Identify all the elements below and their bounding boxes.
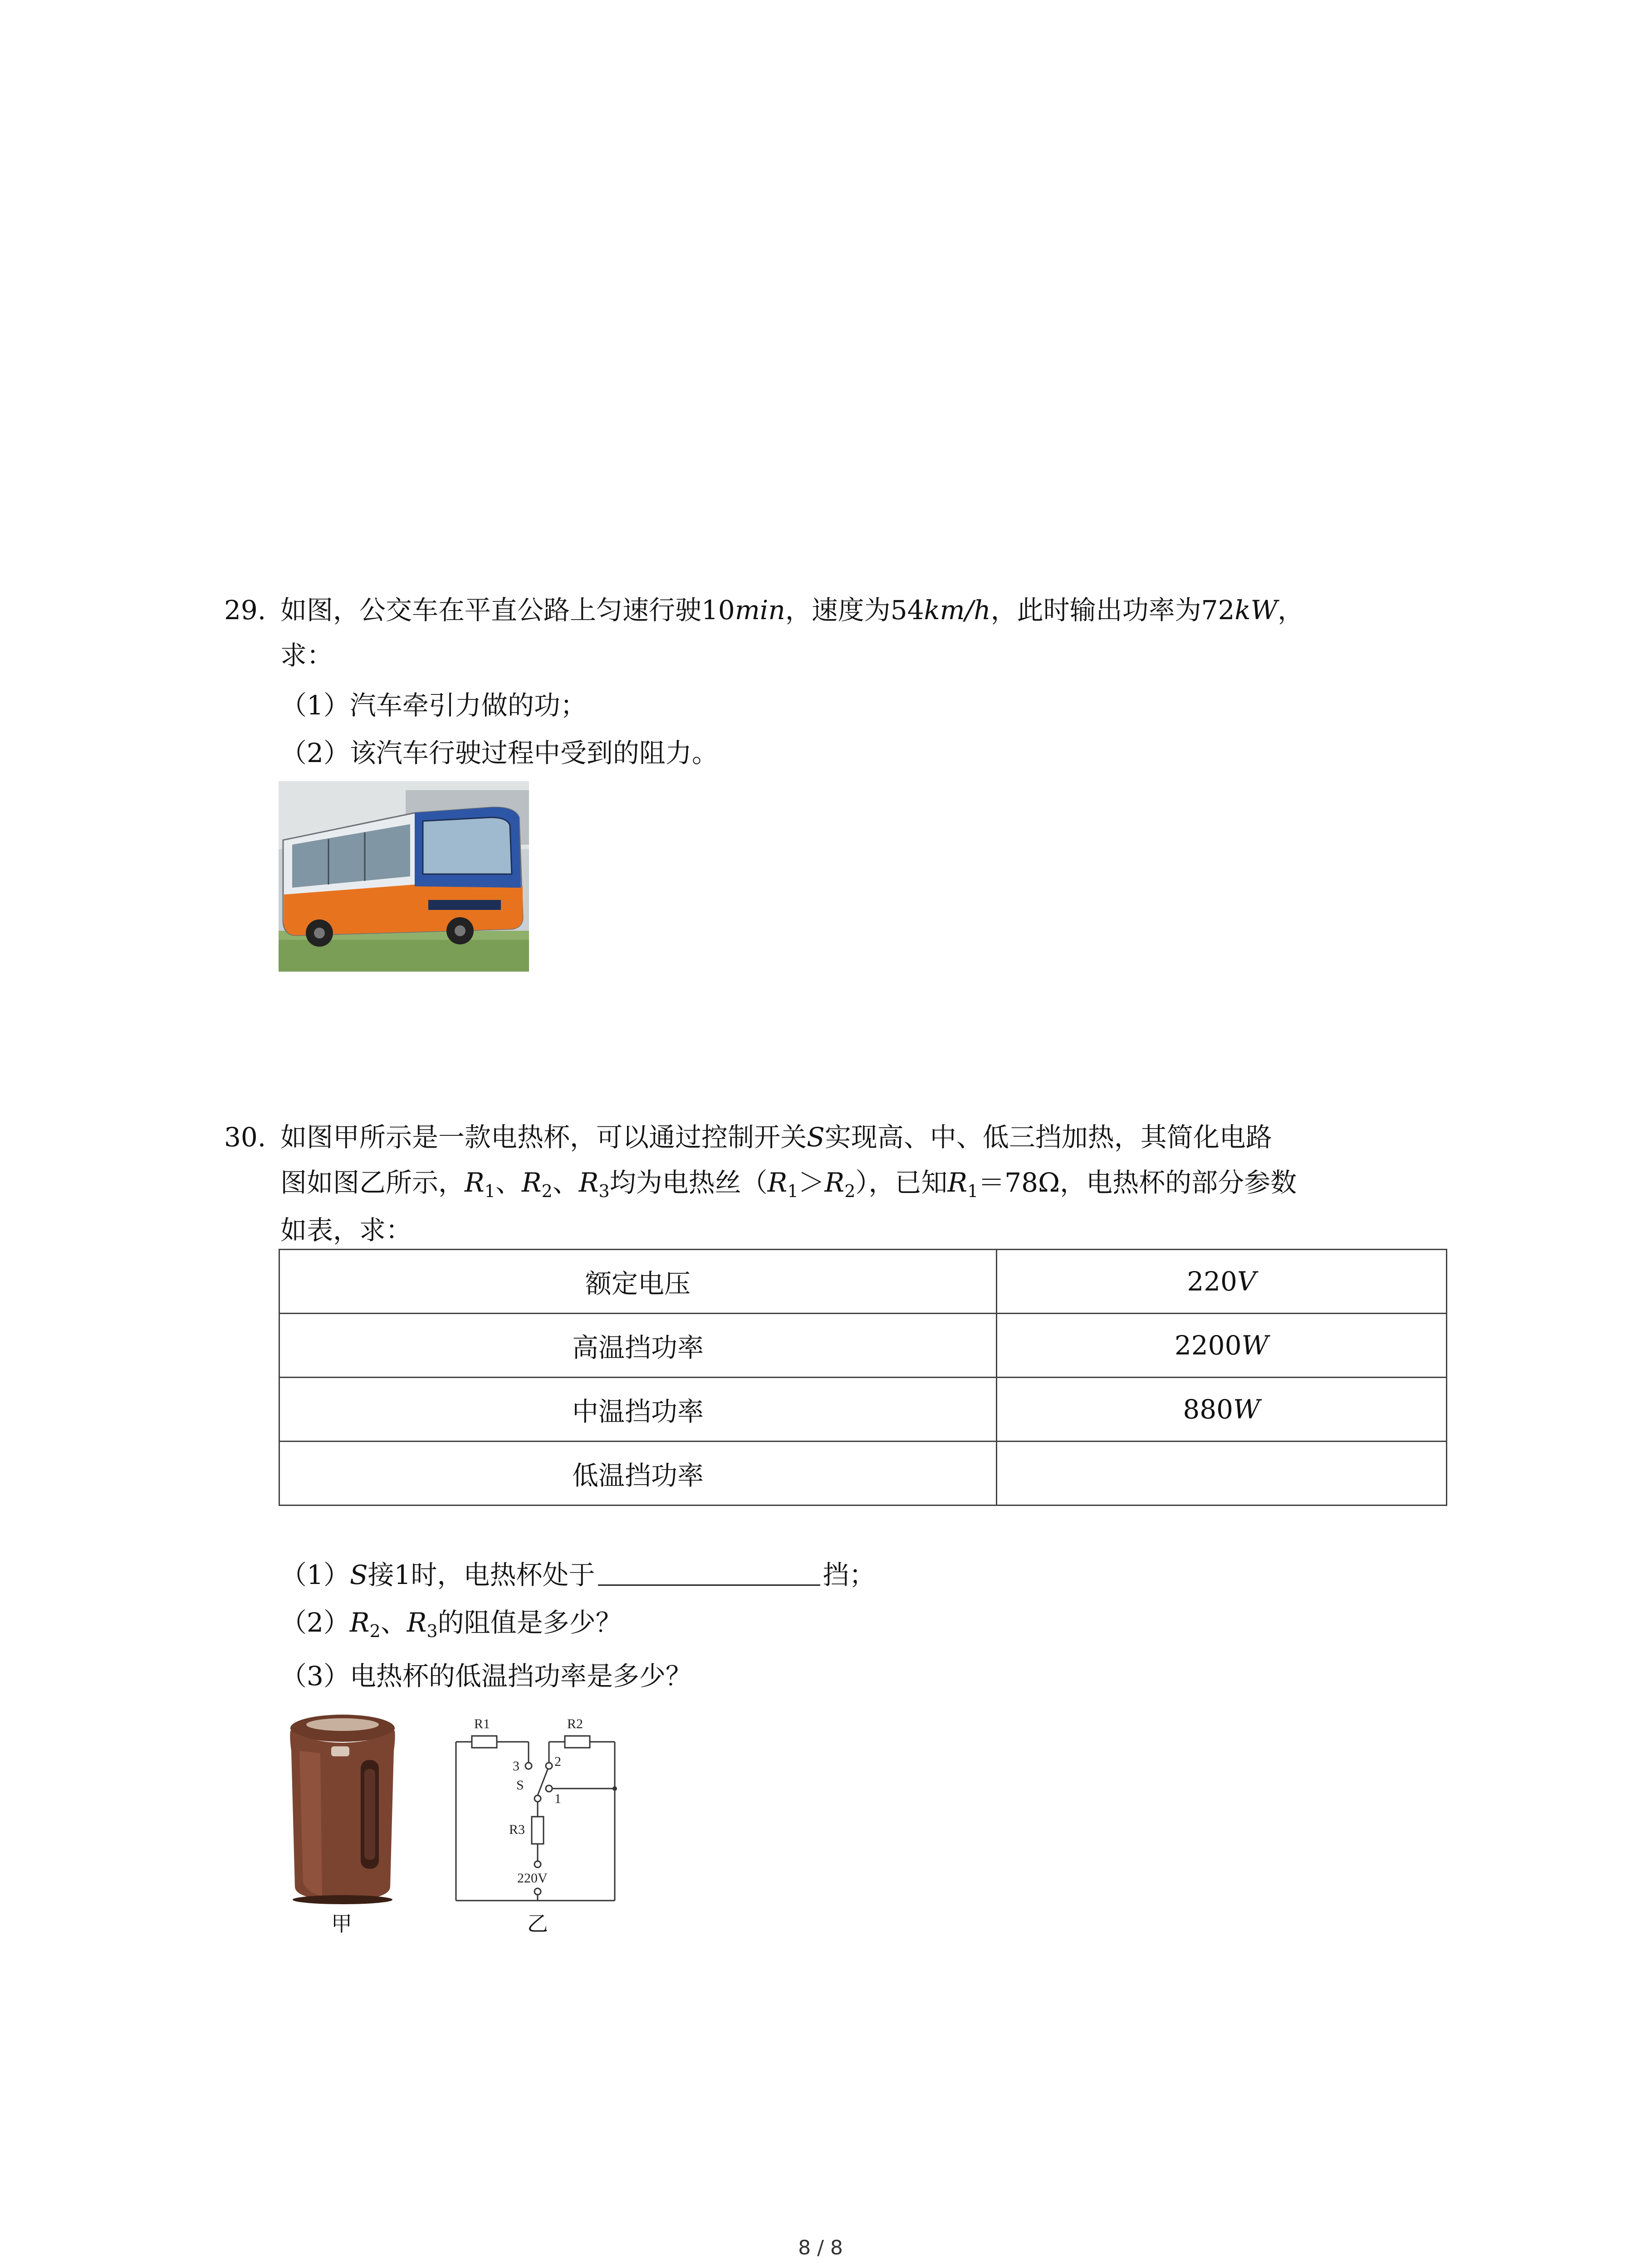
resistor-r3 xyxy=(532,1817,544,1844)
label-r2: R2 xyxy=(567,1716,583,1731)
label-t1: 1 xyxy=(554,1791,561,1806)
table-row xyxy=(279,1442,1447,1505)
label-r1: R1 xyxy=(474,1716,490,1731)
q29-line2: 求： xyxy=(280,640,333,671)
answer-blank[interactable] xyxy=(598,1557,820,1586)
label-t3: 3 xyxy=(513,1759,519,1774)
caption-yi: 乙 xyxy=(527,1911,548,1936)
resistor-r2 xyxy=(565,1736,590,1748)
q29-line1: 如图，公交车在平直公路上匀速行驶10min，速度为54km/h，此时输出功率为72kW， xyxy=(280,595,1304,626)
q29-sub2: （2）该汽车行驶过程中受到的阻力。 xyxy=(280,738,718,768)
caption-jia: 甲 xyxy=(331,1911,352,1936)
table-cell-label: 额定电压 xyxy=(279,1250,997,1314)
table-cell-value: 880W xyxy=(997,1378,1447,1442)
table-cell-label: 低温挡功率 xyxy=(279,1442,997,1505)
table-cell-value: 220V xyxy=(997,1250,1447,1314)
electric-kettle-image xyxy=(281,1710,404,1905)
table-cell-label: 中温挡功率 xyxy=(279,1378,997,1442)
label-r3: R3 xyxy=(509,1822,525,1837)
q29-sub1: （1）汽车牵引力做的功； xyxy=(280,690,587,721)
table-row xyxy=(279,1314,1447,1378)
q30-line1: 如图甲所示是一款电热杯，可以通过控制开关S实现高、中、低三挡加热，其简化电路 xyxy=(280,1122,1272,1153)
q30-number: 30. xyxy=(224,1122,266,1153)
table-cell-value xyxy=(997,1442,1447,1505)
q30-line3: 如表，求： xyxy=(280,1215,412,1246)
q30-sub2: $(2)R_2$、$R_3$的阻值是多少？ xyxy=(280,1607,622,1641)
table-row xyxy=(279,1378,1447,1442)
q30-line2: 图如图乙所示，$R_1$、$R_2$、$R_3$均为电热丝$(R_1>R_2)$，已知$R_1=78\Omega$，电热杯的部分参数 xyxy=(280,1167,1297,1201)
parameter-table xyxy=(279,1249,1447,1506)
q30-sub1: （1）S接1时，电热杯处于 挡； xyxy=(280,1557,876,1593)
page-number: 8 / 8 xyxy=(798,2236,843,2259)
q29-number: 29. xyxy=(224,595,266,626)
q30-sub3: （3）电热杯的低温挡功率是多少？ xyxy=(280,1661,692,1691)
resistor-r1 xyxy=(472,1736,497,1748)
bus-image xyxy=(279,781,529,972)
table-cell-label: 高温挡功率 xyxy=(279,1314,997,1378)
label-t2: 2 xyxy=(554,1754,561,1769)
circuit-diagram xyxy=(454,1708,622,1907)
table-cell-value: 2200W xyxy=(997,1314,1447,1378)
label-voltage: 220V xyxy=(517,1871,548,1886)
label-s: S xyxy=(516,1778,524,1793)
table-row xyxy=(279,1250,1447,1314)
